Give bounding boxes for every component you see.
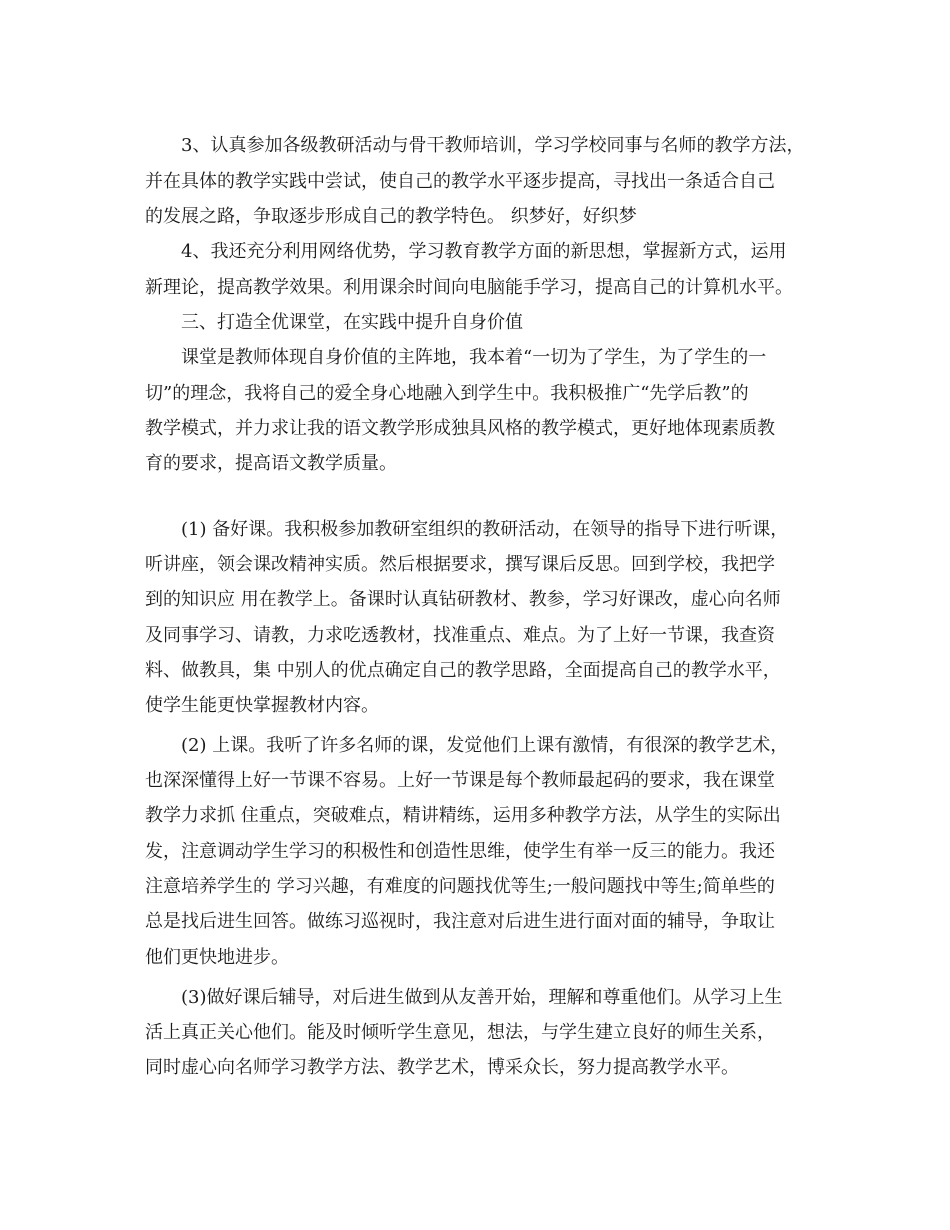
text-line: (3)做好课后辅导，对后进生做到从友善开始，理解和尊重他们。从学习上生	[181, 987, 783, 1008]
text-line: 总是找后进生回答。做练习巡视时，我注意对后进生进行面对面的辅导，争取让	[145, 911, 775, 932]
text-line: (2) 上课。我听了许多名师的课，发觉他们上课有激情，有很深的教学艺术，	[181, 735, 789, 756]
text-line: 切”的理念，我将自己的爱全身心地融入到学生中。我积极推广“先学后教”的	[145, 383, 749, 404]
text-line: 教学力求抓 住重点，突破难点，精讲精练，运用多种教学方法，从学生的实际出	[145, 805, 781, 826]
text-line: 发，注意调动学生学习的积极性和创造性思维，使学生有举一反三的能力。我还	[145, 841, 775, 862]
text-line: 也深深懂得上好一节课不容易。上好一节课是每个教师最起码的要求，我在课堂	[145, 770, 775, 791]
text-line: 4、我还充分利用网络优势，学习教育教学方面的新思想，掌握新方式，运用	[181, 241, 787, 262]
text-line: 课堂是教师体现自身价值的主阵地，我本着“一切为了学生，为了学生的一	[181, 347, 767, 368]
text-line: 活上真正关心他们。能及时倾听学生意见，想法，与学生建立良好的师生关系，	[145, 1022, 775, 1043]
text-line: 新理论，提高教学效果。利用课余时间向电脑能手学习，提高自己的计算机水平。	[145, 277, 793, 298]
text-line: 料、做教具，集 中别人的优点确定自己的教学思路，全面提高自己的教学水平，	[145, 660, 781, 681]
text-line: 到的知识应 用在教学上。备课时认真钻研教材、教参，学习好课改，虚心向名师	[145, 589, 781, 610]
text-line: 听讲座，领会课改精神实质。然后根据要求，撰写课后反思。回到学校，我把学	[145, 554, 775, 575]
text-line: 3、认真参加各级教研活动与骨干教师培训，学习学校同事与名师的教学方法，	[181, 135, 805, 156]
text-line: 并在具体的教学实践中尝试，使自己的教学水平逐步提高，寻找出一条适合自己	[145, 171, 775, 192]
text-line: 使学生能更快掌握教材内容。	[145, 695, 379, 716]
text-line: (1) 备好课。我积极参加教研室组织的教研活动，在领导的指导下进行听课，	[181, 519, 789, 540]
text-line: 的发展之路，争取逐步形成自己的教学特色。 织梦好，好织梦	[145, 206, 637, 227]
text-line: 同时虚心向名师学习教学方法、教学艺术，博采众长，努力提高教学水平。	[145, 1057, 739, 1078]
text-line: 他们更快地进步。	[145, 947, 289, 968]
text-line: 及同事学习、请教，力求吃透教材，找准重点、难点。为了上好一节课，我查资	[145, 625, 775, 646]
text-line: 育的要求，提高语文教学质量。	[145, 453, 397, 474]
section-heading: 三、打造全优课堂，在实践中提升自身价值	[181, 312, 523, 333]
text-line: 教学模式，并力求让我的语文教学形成独具风格的教学模式，更好地体现素质教	[145, 418, 775, 439]
text-line: 注意培养学生的 学习兴趣，有难度的问题找优等生;一般问题找中等生;简单些的	[145, 876, 775, 897]
